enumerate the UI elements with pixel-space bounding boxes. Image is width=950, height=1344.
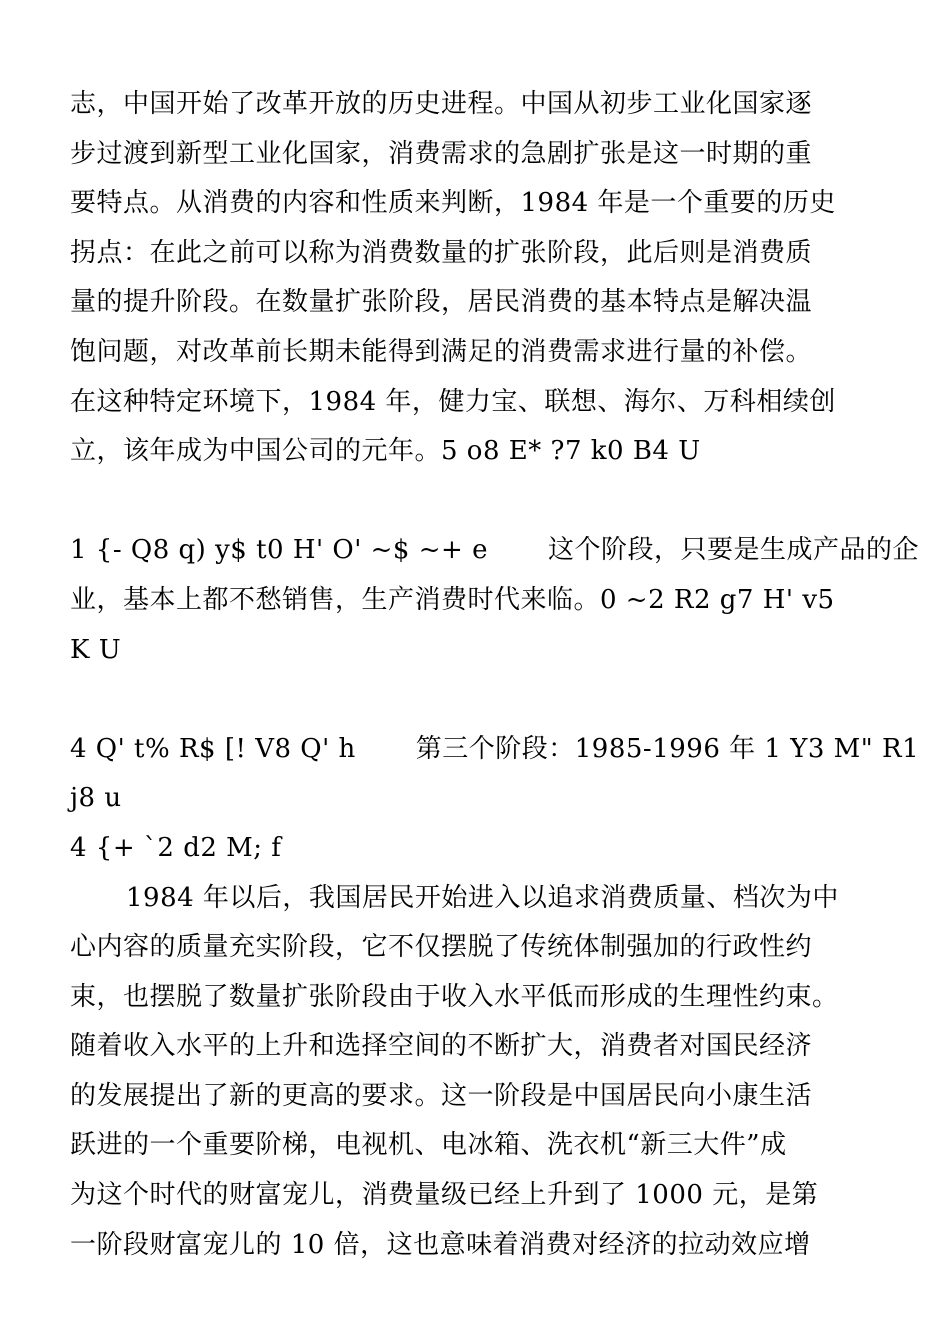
text-line: j8 u xyxy=(70,783,122,814)
paragraph-gap xyxy=(70,477,885,527)
text-line: 在这种特定环境下，1984 年，健力宝、联想、海尔、万科相续创 xyxy=(70,386,836,417)
text-line: 1984 年以后，我国居民开始进入以追求消费质量、档次为中 xyxy=(126,882,839,913)
text-line: 饱问题，对改革前长期未能得到满足的消费需求进行量的补偿。 xyxy=(70,336,813,367)
text-line: 跃进的一个重要阶梯，电视机、电冰箱、洗衣机“新三大件”成 xyxy=(70,1130,787,1161)
paragraph-quality-stage xyxy=(70,874,885,1271)
text-line: 步过渡到新型工业化国家，消费需求的急剧扩张是这一时期的重 xyxy=(70,138,813,169)
paragraph-third-stage-heading xyxy=(70,725,920,824)
text-line: 量的提升阶段。在数量扩张阶段，居民消费的基本特点是解决温 xyxy=(70,287,813,318)
text-line xyxy=(70,725,920,775)
section-heading: 第三个阶段：1985-1996 年 1 Y3 M" R1 xyxy=(415,733,920,764)
text-line: 业，基本上都不愁销售，生产消费时代来临。0 ~2 R2 g7 H' v5 xyxy=(70,584,835,615)
noise-text: 4 Q' t% R$ [! V8 Q' h xyxy=(70,733,356,764)
text-line: 拐点：在此之前可以称为消费数量的扩张阶段，此后则是消费质 xyxy=(70,237,813,268)
text-line: 为这个时代的财富宠儿，消费量级已经上升到了 1000 元，是第 xyxy=(70,1180,819,1211)
text-line: K U xyxy=(70,634,122,665)
text-line: 的发展提出了新的更高的要求。这一阶段是中国居民向小康生活 xyxy=(70,1080,813,1111)
text-line: 要特点。从消费的内容和性质来判断，1984 年是一个重要的历史 xyxy=(70,188,836,219)
paragraph-gap xyxy=(70,675,885,725)
text-line: 立，该年成为中国公司的元年。5 o8 E* ?7 k0 B4 U xyxy=(70,436,701,467)
text-line: 随着收入水平的上升和选择空间的不断扩大，消费者对国民经济 xyxy=(70,1031,813,1062)
text-line: 4 {+ `2 d2 M; f xyxy=(70,832,282,863)
text-line: 心内容的质量充实阶段，它不仅摆脱了传统体制强加的行政性约 xyxy=(70,932,813,963)
paragraph-reform-history xyxy=(70,80,885,477)
text-line: 志，中国开始了改革开放的历史进程。中国从初步工业化国家逐 xyxy=(70,89,813,119)
paragraph-production-era xyxy=(70,526,919,675)
text-line xyxy=(70,526,919,576)
text-fragment: 这个阶段，只要是生成产品的企 xyxy=(547,535,919,566)
text-line: 束，也摆脱了数量扩张阶段由于收入水平低而形成的生理性约束。 xyxy=(70,981,839,1012)
document-page xyxy=(70,80,920,1270)
noise-text: 1 {- Q8 q) y$ t0 H' O' ~$ ~+ e xyxy=(70,535,488,566)
text-line: 一阶段财富宠儿的 10 倍，这也意味着消费对经济的拉动效应增 xyxy=(70,1229,811,1260)
paragraph-noise-line xyxy=(70,824,885,874)
